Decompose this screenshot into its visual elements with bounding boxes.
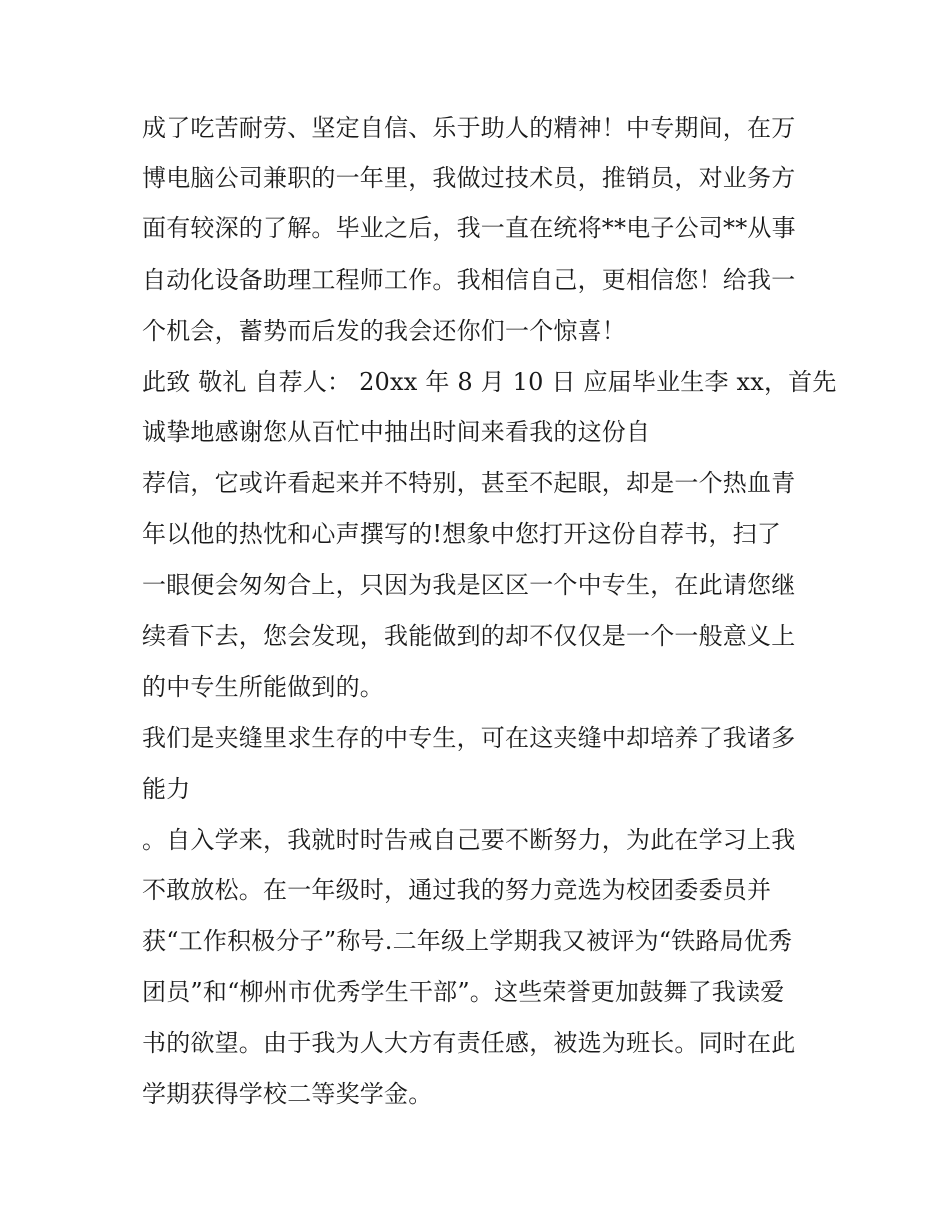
text-line: 续看下去，您会发现，我能做到的却不仅仅是一个一般意义上 <box>142 622 796 650</box>
text-line: 书的欲望。由于我为人大方有责任感，被选为班长。同时在此 <box>142 1029 796 1057</box>
text-line: 学期获得学校二等奖学金。 <box>142 1080 433 1108</box>
text-line: 能力 <box>142 775 191 803</box>
text-line: 不敢放松。在一年级时，通过我的努力竞选为校团委委员并 <box>142 876 772 904</box>
text-line: 个机会，蓄势而后发的我会还你们一个惊喜！ <box>142 317 626 345</box>
text-line: 。自入学来，我就时时告戒自己要不断努力，为此在学习上我 <box>142 826 796 854</box>
text-line: 一眼便会匆匆合上，只因为我是区区一个中专生，在此请您继 <box>142 571 796 599</box>
text-line: 自动化设备助理工程师工作。我相信自己，更相信您！给我一 <box>142 266 796 294</box>
text-line: 此致 敬礼 自荐人： 20xx 年 8 月 10 日 应届毕业生李 xx，首先 <box>142 368 837 396</box>
text-line: 博电脑公司兼职的一年里，我做过技术员，推销员，对业务方 <box>142 164 796 192</box>
text-line: 团员”和“柳州市优秀学生干部”。这些荣誉更加鼓舞了我读爱 <box>142 978 785 1006</box>
text-line: 的中专生所能做到的。 <box>142 673 384 701</box>
text-line: 获“工作积极分子”称号.二年级上学期我又被评为“铁路局优秀 <box>142 927 793 955</box>
text-line: 我们是夹缝里求生存的中专生，可在这夹缝中却培养了我诸多 <box>142 724 796 752</box>
text-line: 面有较深的了解。毕业之后，我一直在统将**电子公司**从事 <box>142 214 796 242</box>
text-line: 荐信，它或许看起来并不特别，甚至不起眼，却是一个热血青 <box>142 469 796 497</box>
text-line: 诚挚地感谢您从百忙中抽出时间来看我的这份自 <box>142 418 651 446</box>
text-line: 成了吃苦耐劳、坚定自信、乐于助人的精神！中专期间，在万 <box>142 114 796 142</box>
text-line: 年以他的热忱和心声撰写的!想象中您打开这份自荐书，扫了 <box>142 520 782 548</box>
